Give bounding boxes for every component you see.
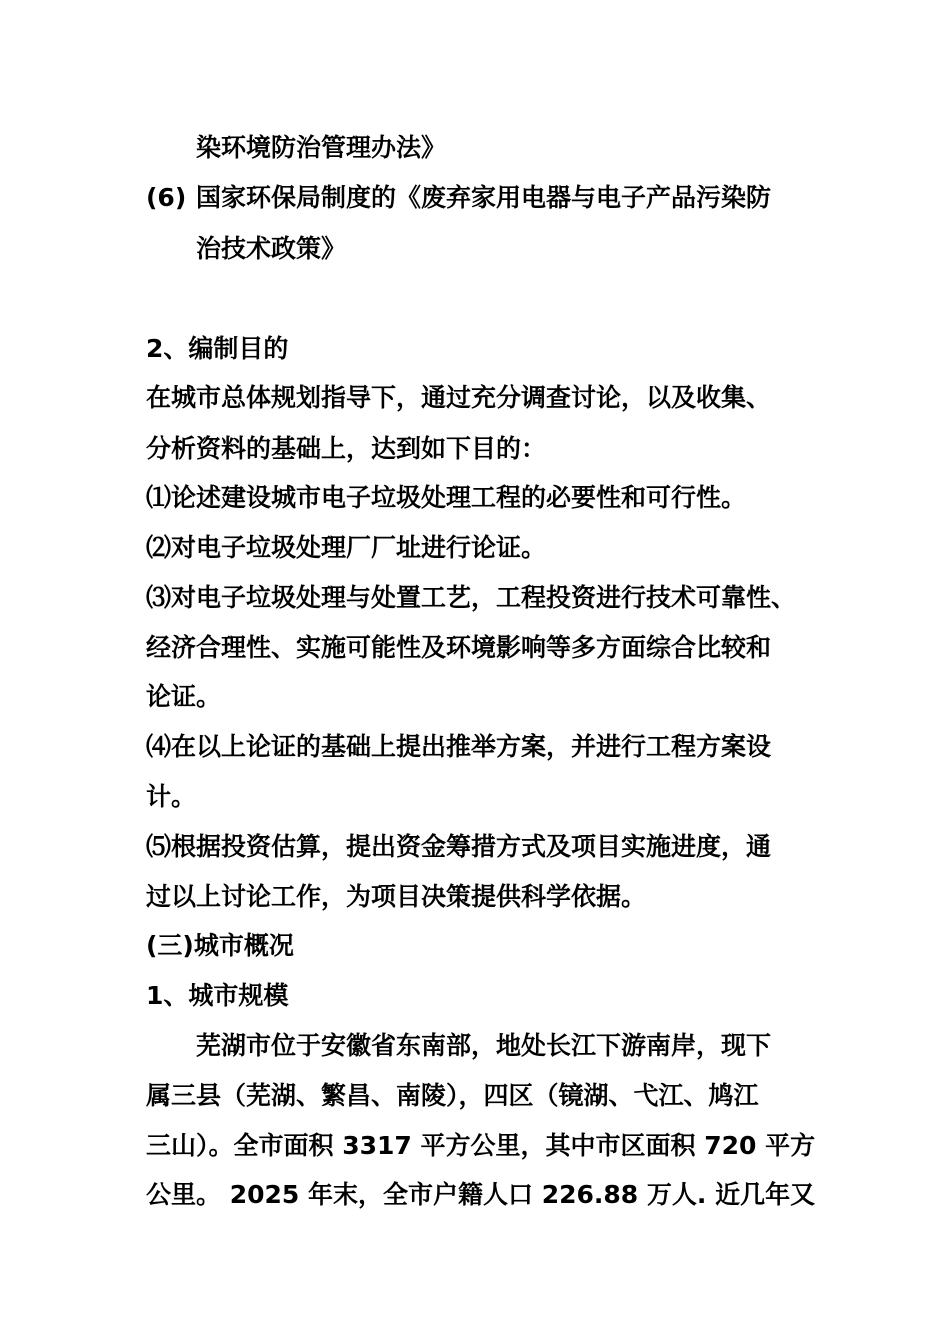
- text-line: 经济合理性、实施可能性及环境影响等多方面综合比较和: [146, 633, 772, 662]
- text-line: ⑶对电子垃圾处理与处置工艺，工程投资进行技术可靠性、: [146, 583, 797, 612]
- section-heading: (三)城市概况: [146, 931, 294, 960]
- text-line: ⑷在以上论证的基础上提出推举方案，并进行工程方案设: [146, 732, 772, 761]
- text-line: 芜湖市位于安徽省东南部，地处长江下游南岸，现下: [196, 1031, 772, 1060]
- text-line: 分析资料的基础上，达到如下目的：: [146, 434, 547, 463]
- text-line: 计。: [146, 782, 197, 811]
- text-line: 染环境防治管理办法》: [196, 133, 447, 162]
- list-item-6: [146, 183, 771, 213]
- text-line: 属三县（芜湖、繁昌、南陵），四区（镜湖、弋江、鸠江: [146, 1081, 759, 1110]
- text-line: ⑴论述建设城市电子垃圾处理工程的必要性和可行性。: [146, 483, 747, 512]
- text-line: 治技术政策》: [196, 234, 347, 263]
- section-heading: 1、城市规模: [146, 981, 289, 1010]
- text-line: 国家环保局制度的《废弃家用电器与电子产品污染防: [196, 183, 772, 212]
- text-line: 三山）。全市面积 3317 平方公里，其中市区面积 720 平方: [146, 1131, 816, 1160]
- section-heading: 2、编制目的: [146, 334, 289, 363]
- text-line: 论证。: [146, 682, 222, 711]
- text-line: 过以上讨论工作，为项目决策提供科学依据。: [146, 882, 647, 911]
- text-line: ⑸根据投资估算，提出资金筹措方式及项目实施进度，通: [146, 832, 772, 861]
- text-line: 公里。 2025 年末，全市户籍人口 226.88 万人. 近几年又: [146, 1180, 816, 1209]
- list-item-marker: (6): [146, 183, 187, 212]
- text-line: ⑵对电子垃圾处理厂厂址进行论证。: [146, 533, 547, 562]
- text-line: 在城市总体规划指导下，通过充分调查讨论，以及收集、: [146, 383, 772, 412]
